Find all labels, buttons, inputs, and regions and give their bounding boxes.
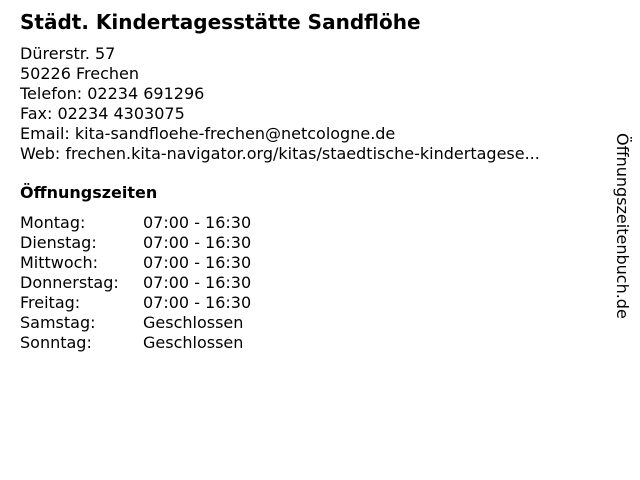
hours-row-sunday — [20, 333, 251, 353]
contact-block — [20, 44, 586, 164]
site-brand-vertical[interactable]: Öffnungszeitenbuch.de — [613, 133, 632, 319]
day-label: Dienstag: — [20, 233, 97, 252]
day-label: Sonntag: — [20, 333, 92, 352]
phone-number[interactable]: 02234 691296 — [87, 84, 205, 103]
street-address: Dürerstr. 57 — [20, 44, 116, 63]
hours-row-saturday — [20, 313, 251, 333]
day-label: Samstag: — [20, 313, 96, 332]
email-label: Email: — [20, 124, 70, 143]
email-line — [20, 124, 586, 144]
fax-label: Fax: — [20, 104, 53, 123]
phone-line — [20, 84, 586, 104]
opening-hours-heading: Öffnungszeiten — [20, 183, 158, 202]
phone-label: Telefon: — [20, 84, 83, 103]
city-line: 50226 Frechen — [20, 64, 140, 83]
hours-row-thursday — [20, 273, 251, 293]
hours-row-friday — [20, 293, 251, 313]
opening-hours-list — [20, 213, 251, 353]
fax-number: 02234 4303075 — [57, 104, 185, 123]
business-name: Städt. Kindertagesstätte Sandflöhe — [20, 10, 421, 34]
email-address[interactable]: kita-sandfloehe-frechen@netcologne.de — [74, 124, 396, 143]
day-label: Freitag: — [20, 293, 81, 312]
hours-value: 07:00 - 16:30 — [143, 253, 252, 272]
hours-value: 07:00 - 16:30 — [143, 273, 252, 292]
day-label: Donnerstag: — [20, 273, 119, 292]
hours-value: 07:00 - 16:30 — [143, 213, 252, 232]
hours-row-tuesday — [20, 233, 251, 253]
hours-value: 07:00 - 16:30 — [143, 233, 252, 252]
hours-row-monday — [20, 213, 251, 233]
fax-line — [20, 104, 586, 124]
day-label: Montag: — [20, 213, 86, 232]
web-link[interactable]: frechen.kita-navigator.org/kitas/staedtische-kindertagese... — [65, 144, 540, 163]
hours-row-wednesday — [20, 253, 251, 273]
web-label: Web: — [20, 144, 61, 163]
hours-value: Geschlossen — [143, 333, 244, 352]
day-label: Mittwoch: — [20, 253, 98, 272]
web-line — [20, 144, 586, 164]
hours-value: 07:00 - 16:30 — [143, 293, 252, 312]
hours-value: Geschlossen — [143, 313, 244, 332]
